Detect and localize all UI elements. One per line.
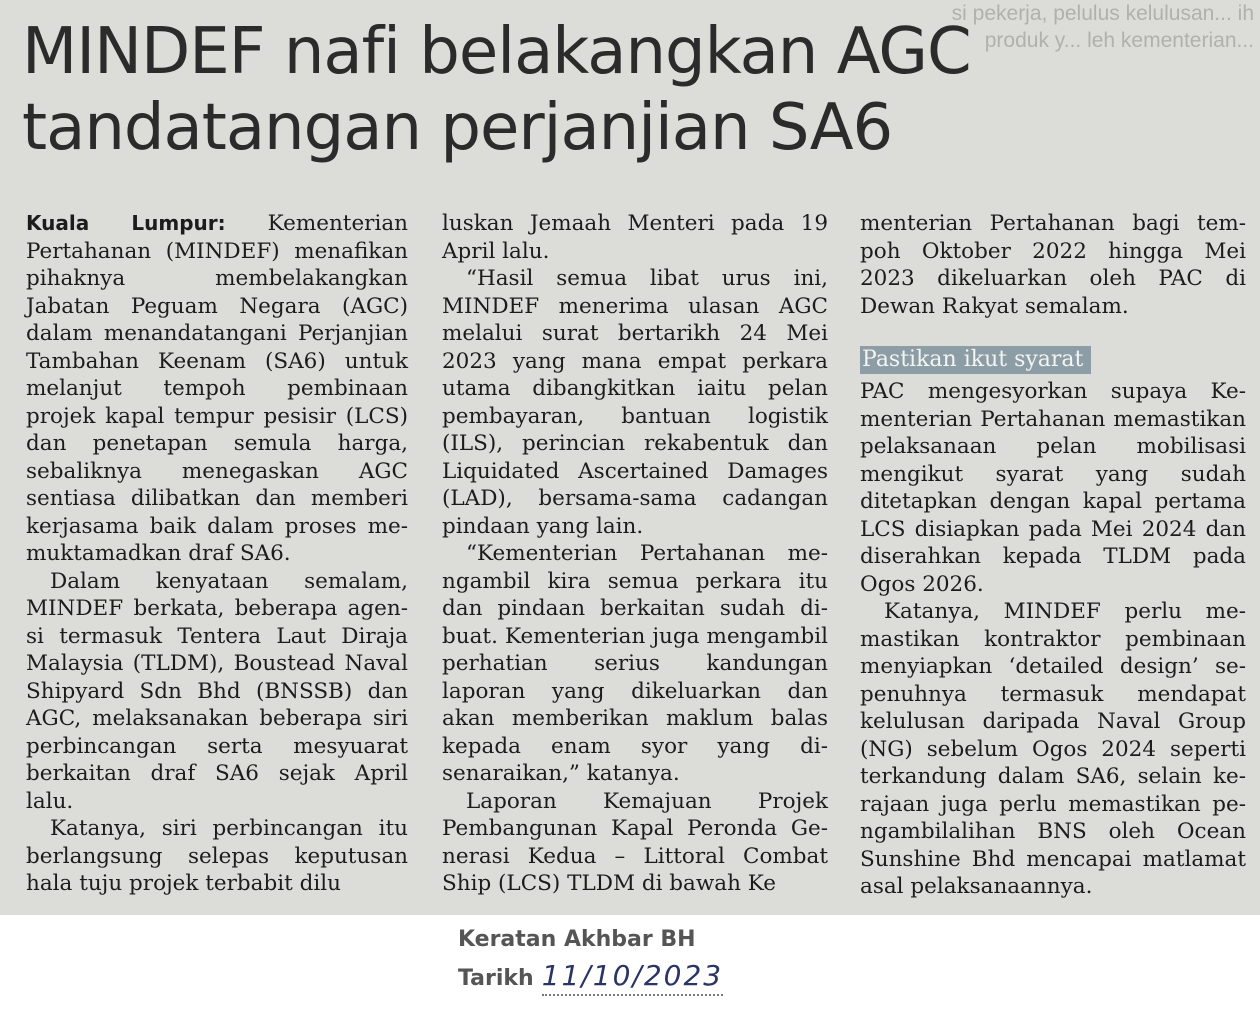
paragraph: Dalam kenyataan semalam, MINDEF berkata, beberapa agensi termasuk Tentera Laut Diraja Malaysia (TLDM), Boustead Naval Shipyard Sdn Bhd (BNSSB) dan AGC, melaksanakan beberapa siri perbincangan serta mesyuarat berkaitan draf SA6 sejak April lalu. [26, 568, 408, 814]
paragraph: Laporan Kemajuan Projek Pembangunan Kapal Peronda Generasi Kedua – Littoral Combat Ship (LCS) TLDM di bawah Ke [442, 788, 828, 896]
paragraph: “Kementerian Pertahanan mengambil kira semua perkara itu dan pindaan berkaitan sudah dibuat. Kementerian juga mengambil perhatian serius kandungan laporan yang dikeluarkan dan akan memberikan maklum balas kepada enam syor yang disenaraikan,” katanya. [442, 541, 828, 786]
paragraph: Kuala Lumpur: Kementerian Pertahanan (MINDEF) menafikan pihaknya membelakangkan Jabatan Peguam Negara (AGC) dalam menandatangani Perjanjian Tambahan Keenam (SA6) untuk melanjut tempoh pembinaan projek kapal tempur pesisir (LCS) dan penetapan semula harga, sebaliknya menegaskan AGC sentiasa dilibatkan dan memberi kerjasama baik dalam proses memuktamadkan draf SA6. [26, 211, 408, 566]
headline: MINDEF nafi belakangkan AGC tandatangan perjanjian SA6 [22, 15, 971, 165]
stamp-date-label: Tarikh [458, 966, 534, 991]
paragraph: PAC mengesyorkan supaya Kementerian Pertahanan memastikan pelaksanaan pelan mobilisasi mengikut syarat yang sudah ditetapkan dengan kapal pertama LCS disiapkan pada Mei 2024 dan diserahkan kepada TLDM pada Ogos 2026. [860, 379, 1246, 597]
subheading: Pastikan ikut syarat [860, 346, 1091, 374]
paragraph: Katanya, siri perbincangan itu berlangsung selepas keputusan hala tuju projek terbabit dilu [26, 816, 408, 896]
paragraph: menterian Pertahanan bagi tempoh Oktober 2022 hingga Mei 2023 dikeluarkan oleh PAC di Dewan Rakyat semalam. [860, 211, 1246, 319]
paragraph: luskan Jemaah Menteri pada 19 April lalu. [442, 211, 828, 264]
dateline: Kuala Lumpur: [26, 211, 226, 235]
stamp-source: Keratan Akhbar BH [458, 927, 696, 952]
stamp-date-row [458, 958, 723, 997]
paragraph: “Hasil semua libat urus ini, MINDEF menerima ulasan AGC melalui surat bertarikh 24 Mei 2023 yang mana empat perkara utama dibangkitkan iaitu pelan pembayaran, bantuan logistik (ILS), perincian rekabentuk dan Liquidated Ascertained Damages (LAD), bersama-sama cadangan pindaan yang lain. [442, 266, 828, 539]
handwritten-date: 11/10/2023 [542, 958, 723, 996]
adjacent-article-bleed: si pekerja, pelulus kelulusan... ih produk y... leh kementerian... [951, 2, 1254, 52]
article-column-1 [26, 210, 408, 898]
article-column-2 [442, 210, 828, 898]
clipping-stamp [458, 922, 723, 997]
article-column-3 [860, 210, 1246, 901]
paragraph: Katanya, MINDEF perlu memastikan kontraktor pembinaan menyiapkan ‘detailed design’ sepenuhnya termasuk mendapat kelulusan daripada Naval Group (NG) sebelum Ogos 2024 seperti terkandung dalam SA6, selain kerajaan juga perlu memastikan pengambilalihan BNS oleh Ocean Sunshine Bhd mencapai matlamat asal pelaksanaannya. [860, 599, 1246, 899]
